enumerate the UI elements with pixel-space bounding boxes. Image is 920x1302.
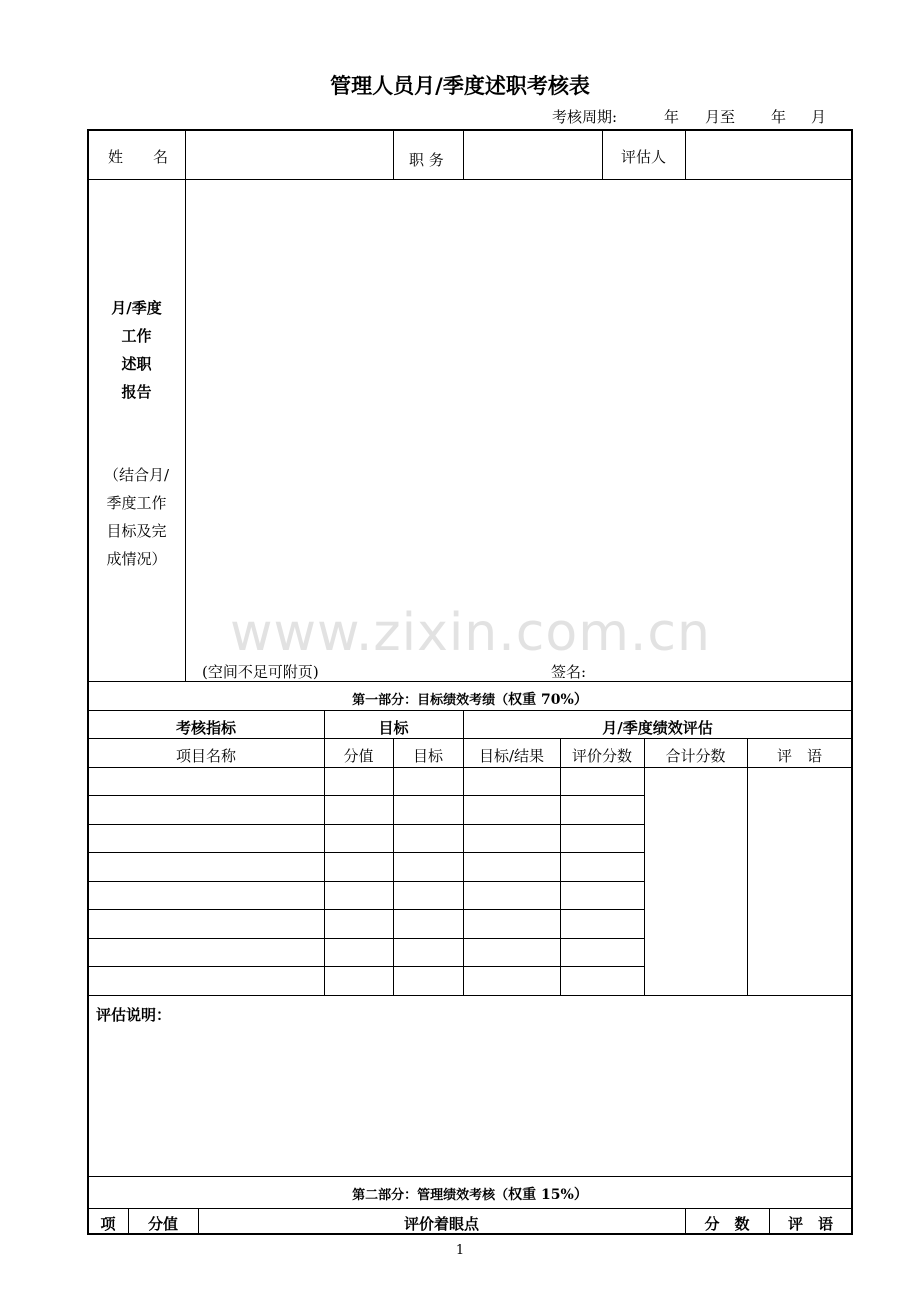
col-target-result: 目标/结果 — [478, 747, 545, 765]
page-title: 管理人员月/季度述职考核表 — [330, 74, 590, 98]
divider — [393, 738, 394, 995]
table-row — [88, 795, 644, 796]
divider — [685, 130, 686, 179]
col-score-value: 分值 — [343, 747, 374, 765]
divider — [88, 738, 852, 739]
table-row — [88, 938, 644, 939]
part2-col-comment: 评 语 — [787, 1215, 833, 1233]
part2-col-score: 分 数 — [704, 1215, 750, 1233]
table-row — [88, 881, 644, 882]
divider — [602, 130, 603, 179]
col-item-name: 项目名称 — [175, 747, 236, 765]
divider — [88, 995, 852, 996]
evaluator-field[interactable] — [687, 131, 851, 178]
space-note: (空间不足可附页) — [202, 663, 319, 681]
evaluator-label: 评估人 — [621, 148, 667, 166]
table-row — [88, 824, 644, 825]
col-total: 合计分数 — [665, 747, 726, 765]
part1-heading: 第一部分：目标绩效考绩（权重 70%） — [352, 692, 588, 708]
period-label: 考核周期: — [552, 108, 618, 126]
part2-col-score-value: 分值 — [147, 1215, 178, 1233]
name-field[interactable] — [187, 131, 392, 178]
divider — [88, 1176, 852, 1177]
col-target: 目标 — [412, 747, 443, 765]
period-year-end: 年 — [771, 108, 787, 126]
group-header-target: 目标 — [378, 719, 409, 737]
table-row — [88, 909, 644, 910]
group-header-indicator: 考核指标 — [175, 719, 236, 737]
report-note: （结合月/ 季度工作 目标及完 成情况） — [103, 466, 170, 568]
part2-col-focus: 评价着眼点 — [403, 1215, 479, 1233]
divider — [88, 179, 852, 180]
divider — [747, 738, 748, 995]
watermark: www.zixin.com.cn — [230, 603, 711, 663]
part2-heading: 第二部分：管理绩效考核（权重 15%） — [352, 1187, 588, 1203]
divider — [393, 130, 394, 179]
divider — [644, 738, 645, 995]
table-row — [88, 852, 644, 853]
signature-label: 签名: — [551, 663, 587, 681]
period-month-to: 月至 — [705, 108, 736, 126]
period-year-start: 年 — [664, 108, 680, 126]
divider — [88, 1208, 852, 1209]
page-number: 1 — [455, 1243, 465, 1258]
evaluation-note-area[interactable] — [90, 1026, 850, 1174]
divider — [88, 681, 852, 682]
col-comment: 评 语 — [776, 747, 822, 765]
col-rating: 评价分数 — [571, 747, 632, 765]
period-month-end: 月 — [811, 108, 827, 126]
evaluation-note-label: 评估说明： — [96, 1006, 172, 1024]
report-title: 月/季度 工作 述职 报告 — [111, 299, 162, 401]
divider — [463, 130, 464, 179]
report-text-area[interactable] — [187, 181, 851, 661]
divider — [88, 767, 852, 768]
position-field[interactable] — [465, 131, 601, 178]
name-label: 姓 名 — [108, 148, 169, 166]
divider — [560, 738, 561, 995]
divider — [88, 710, 852, 711]
table-row — [88, 966, 644, 967]
group-header-evaluation: 月/季度绩效评估 — [602, 719, 713, 737]
part2-col-item: 项 — [100, 1215, 116, 1233]
divider — [185, 130, 186, 681]
position-label: 职 务 — [409, 151, 444, 169]
